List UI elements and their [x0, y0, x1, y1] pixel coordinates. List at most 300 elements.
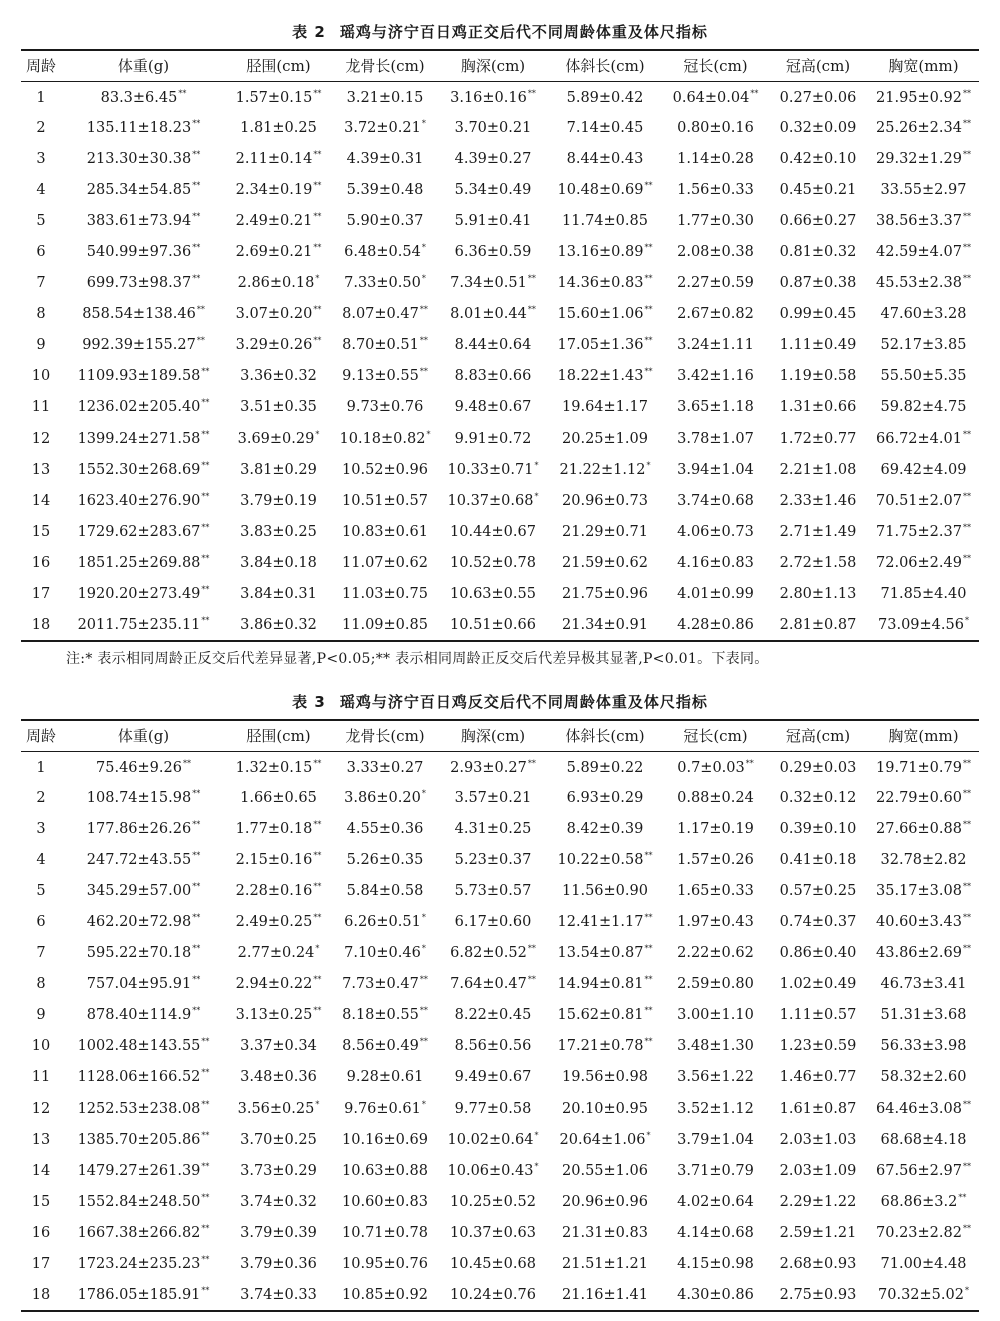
table-cell	[21, 938, 61, 969]
cell-value: 213.30±30.38	[86, 150, 192, 167]
cell-value: 540.99±97.36	[86, 244, 192, 261]
table-cell	[547, 1186, 663, 1217]
cell-value: 69.42±4.09	[880, 461, 967, 478]
table-cell	[768, 1249, 868, 1280]
cell-value: 1109.93±189.58	[77, 368, 201, 385]
table-cell	[226, 579, 331, 610]
cell-value: 18.22±1.43	[557, 368, 644, 385]
significance-mark: *	[646, 460, 651, 470]
cell-value: 7	[36, 945, 46, 962]
cell-value: 1.11±0.57	[779, 1007, 857, 1024]
table-caption	[0, 22, 1000, 42]
column-header: 体斜长(cm)	[547, 50, 663, 81]
table-cell	[663, 938, 768, 969]
cell-value: 462.20±72.98	[86, 914, 192, 931]
table-cell	[331, 610, 439, 641]
cell-value: 71.85±4.40	[880, 586, 967, 603]
cell-value: 21.95±0.92	[876, 90, 962, 107]
cell-value: 21.59±0.62	[562, 554, 648, 571]
significance-mark: **	[192, 881, 201, 891]
table-cell	[21, 205, 61, 236]
table-cell	[868, 423, 979, 454]
cell-value: 5.91±0.41	[454, 212, 532, 229]
table-cell	[226, 174, 331, 205]
significance-mark: **	[201, 1223, 210, 1233]
table-cell	[439, 1031, 547, 1062]
column-header: 冠高(cm)	[768, 720, 868, 751]
column-header: 胸宽(mm)	[868, 720, 979, 751]
table-cell	[439, 751, 547, 782]
cell-value: 64.46±3.08	[876, 1100, 962, 1117]
significance-mark: **	[419, 367, 428, 377]
significance-mark: **	[962, 491, 971, 501]
cell-value: 3.16±0.16	[450, 90, 527, 107]
cell-value: 2.71±1.49	[779, 523, 857, 540]
cell-value: 3.73±0.29	[240, 1162, 317, 1179]
cell-value: 1.57±0.15	[235, 90, 313, 107]
cell-value: 21.34±0.91	[562, 616, 648, 633]
table-cell	[547, 1217, 663, 1248]
table-cell	[547, 906, 663, 937]
cell-value: 4.15±0.98	[677, 1256, 754, 1273]
cell-value: 878.40±114.9	[86, 1007, 192, 1024]
cell-value: 1252.53±238.08	[77, 1100, 201, 1117]
cell-value: 70.23±2.82	[876, 1224, 962, 1241]
cell-value: 2.75±0.93	[779, 1286, 857, 1303]
table-cell	[663, 610, 768, 641]
cell-value: 1002.48±143.55	[77, 1038, 201, 1055]
table-row	[21, 299, 979, 330]
significance-mark: **	[962, 149, 971, 159]
table-cell	[868, 547, 979, 578]
table-cell	[331, 81, 439, 112]
table-row	[21, 174, 979, 205]
table-cell	[768, 1000, 868, 1031]
table-cell	[21, 813, 61, 844]
significance-mark: **	[644, 850, 653, 860]
cell-value: 9.48±0.67	[454, 399, 532, 416]
cell-value: 33.55±2.97	[880, 181, 967, 198]
cell-value: 3.70±0.21	[454, 119, 532, 136]
table-cell	[21, 1000, 61, 1031]
cell-value: 10.52±0.96	[342, 461, 428, 478]
cell-value: 12	[31, 430, 51, 447]
cell-value: 55.50±5.35	[880, 368, 967, 385]
significance-mark: **	[962, 1161, 971, 1171]
cell-value: 383.61±73.94	[86, 212, 192, 229]
table-cell	[547, 969, 663, 1000]
table-cell	[768, 454, 868, 485]
table-cell	[331, 392, 439, 423]
table-cell	[663, 782, 768, 813]
significance-mark: **	[644, 913, 653, 923]
significance-mark: **	[192, 850, 201, 860]
table-cell	[439, 938, 547, 969]
table-cell	[226, 268, 331, 299]
column-header: 冠高(cm)	[768, 50, 868, 81]
table-cell	[226, 844, 331, 875]
table-cell	[226, 236, 331, 267]
table-cell	[439, 454, 547, 485]
cell-value: 17	[31, 1256, 51, 1273]
cell-value: 73.09±4.56	[878, 616, 964, 633]
cell-value: 4.06±0.73	[677, 523, 754, 540]
table-row	[21, 516, 979, 547]
cell-value: 3.07±0.20	[235, 306, 313, 323]
table-cell	[21, 1186, 61, 1217]
table-cell	[768, 361, 868, 392]
table-cell	[768, 844, 868, 875]
table-cell	[61, 579, 226, 610]
significance-mark: **	[962, 944, 971, 954]
significance-mark: **	[192, 149, 201, 159]
significance-mark: **	[313, 149, 322, 159]
cell-value: 20.55±1.06	[562, 1162, 648, 1179]
cell-value: 3.78±1.07	[677, 430, 754, 447]
table-body	[21, 751, 979, 1311]
table-row	[21, 143, 979, 174]
cell-value: 20.64±1.06	[559, 1131, 646, 1148]
table-cell	[21, 454, 61, 485]
cell-value: 2.49±0.21	[235, 212, 313, 229]
table-cell	[768, 236, 868, 267]
cell-value: 18	[31, 616, 51, 633]
significance-mark: **	[192, 788, 201, 798]
significance-mark: **	[962, 522, 971, 532]
table-cell	[331, 1280, 439, 1311]
cell-value: 19.64±1.17	[562, 399, 648, 416]
significance-mark: **	[313, 305, 322, 315]
cell-value: 10.95±0.76	[342, 1256, 428, 1273]
table-cell	[768, 112, 868, 143]
table-cell	[61, 875, 226, 906]
cell-value: 5.89±0.22	[566, 760, 644, 777]
cell-value: 858.54±138.46	[82, 306, 196, 323]
table-cell	[21, 906, 61, 937]
cell-value: 0.99±0.45	[779, 306, 857, 323]
cell-value: 3.81±0.29	[240, 461, 317, 478]
cell-value: 1552.30±268.69	[77, 461, 201, 478]
cell-value: 2	[36, 119, 46, 136]
cell-value: 8	[36, 306, 46, 323]
cell-value: 20.10±0.95	[562, 1100, 648, 1117]
significance-mark: **	[201, 1068, 210, 1078]
significance-mark: **	[962, 881, 971, 891]
cell-value: 9	[36, 1007, 46, 1024]
cell-value: 3.84±0.18	[240, 554, 317, 571]
table-cell	[439, 1062, 547, 1093]
table-cell	[226, 547, 331, 578]
table-cell	[331, 299, 439, 330]
cell-value: 4	[36, 181, 46, 198]
cell-value: 0.66±0.27	[779, 212, 857, 229]
cell-value: 3.36±0.32	[240, 368, 317, 385]
significance-mark: **	[196, 305, 205, 315]
cell-value: 17	[31, 586, 51, 603]
table-row	[21, 1000, 979, 1031]
table-cell	[439, 81, 547, 112]
cell-value: 10.48±0.69	[557, 181, 644, 198]
table-cell	[547, 1062, 663, 1093]
cell-value: 1	[36, 760, 46, 777]
cell-value: 15.62±0.81	[557, 1007, 644, 1024]
cell-value: 5.26±0.35	[346, 851, 424, 868]
cell-value: 7.73±0.47	[342, 976, 419, 993]
cell-value: 1.61±0.87	[779, 1100, 857, 1117]
cell-value: 13	[31, 461, 51, 478]
table-cell	[768, 1280, 868, 1311]
table-cell	[663, 81, 768, 112]
significance-mark: **	[201, 615, 210, 625]
data-table	[21, 719, 979, 1312]
table-cell	[547, 1280, 663, 1311]
table-3-block	[0, 692, 1000, 1312]
table-cell	[61, 174, 226, 205]
cell-value: 0.42±0.10	[779, 150, 857, 167]
table-title: 瑶鸡与济宁百日鸡正交后代不同周龄体重及体尺指标	[339, 23, 708, 41]
table-cell	[61, 1280, 226, 1311]
cell-value: 6.36±0.59	[454, 244, 532, 261]
table-cell	[61, 547, 226, 578]
cell-value: 45.53±2.38	[876, 275, 962, 292]
significance-mark: *	[534, 1130, 539, 1140]
table-cell	[439, 906, 547, 937]
table-cell	[331, 174, 439, 205]
cell-value: 2.03±1.09	[779, 1162, 857, 1179]
significance-mark: **	[644, 274, 653, 284]
cell-value: 17.21±0.78	[557, 1038, 644, 1055]
significance-mark: **	[192, 211, 201, 221]
significance-mark: *	[534, 491, 539, 501]
table-cell	[439, 485, 547, 516]
table-cell	[768, 751, 868, 782]
cell-value: 21.22±1.12	[559, 461, 646, 478]
cell-value: 15.60±1.06	[557, 306, 644, 323]
table-cell	[547, 751, 663, 782]
table-row	[21, 1124, 979, 1155]
table-cell	[868, 268, 979, 299]
table-cell	[868, 844, 979, 875]
significance-mark: **	[192, 819, 201, 829]
table-cell	[768, 205, 868, 236]
table-cell	[331, 1217, 439, 1248]
cell-value: 1.97±0.43	[677, 914, 754, 931]
column-header: 胸宽(mm)	[868, 50, 979, 81]
cell-value: 9.49±0.67	[454, 1069, 532, 1086]
cell-value: 3.24±1.11	[677, 337, 754, 354]
cell-value: 3.79±1.04	[677, 1131, 754, 1148]
table-cell	[663, 268, 768, 299]
cell-value: 6.17±0.60	[454, 914, 532, 931]
cell-value: 1.77±0.18	[235, 820, 313, 837]
table-cell	[331, 1000, 439, 1031]
cell-value: 10.16±0.69	[342, 1131, 428, 1148]
table-row	[21, 969, 979, 1000]
significance-mark: **	[644, 1006, 653, 1016]
table-cell	[663, 1186, 768, 1217]
significance-mark: **	[419, 1006, 428, 1016]
table-cell	[768, 969, 868, 1000]
table-cell	[226, 1093, 331, 1124]
table-cell	[868, 516, 979, 547]
table-cell	[439, 1124, 547, 1155]
cell-value: 10.44±0.67	[450, 523, 536, 540]
table-cell	[663, 143, 768, 174]
table-number: 表 2	[292, 23, 326, 41]
cell-value: 2.28±0.16	[235, 882, 313, 899]
table-cell	[868, 610, 979, 641]
cell-value: 72.06±2.49	[876, 554, 962, 571]
cell-value: 11	[31, 399, 51, 416]
table-cell	[21, 1124, 61, 1155]
table-cell	[439, 143, 547, 174]
cell-value: 70.51±2.07	[876, 492, 962, 509]
table-cell	[868, 751, 979, 782]
table-cell	[768, 143, 868, 174]
cell-value: 15	[31, 1193, 51, 1210]
table-cell	[768, 268, 868, 299]
table-row	[21, 1155, 979, 1186]
cell-value: 13	[31, 1131, 51, 1148]
cell-value: 2.08±0.38	[677, 244, 754, 261]
table-row	[21, 392, 979, 423]
table-cell	[547, 1124, 663, 1155]
table-cell	[768, 174, 868, 205]
table-cell	[663, 969, 768, 1000]
table-cell	[331, 454, 439, 485]
cell-value: 10.45±0.68	[450, 1256, 536, 1273]
cell-value: 2.77±0.24	[237, 945, 315, 962]
table-cell	[663, 751, 768, 782]
table-cell	[868, 1280, 979, 1311]
table-cell	[547, 1093, 663, 1124]
table-cell	[61, 906, 226, 937]
table-cell	[439, 1186, 547, 1217]
significance-mark: **	[419, 975, 428, 985]
cell-value: 0.88±0.24	[677, 789, 754, 806]
table-row	[21, 1093, 979, 1124]
cell-value: 595.22±70.18	[86, 945, 192, 962]
cell-value: 0.32±0.12	[779, 789, 857, 806]
cell-value: 3.74±0.68	[677, 492, 754, 509]
table-cell	[768, 938, 868, 969]
table-cell	[547, 1155, 663, 1186]
cell-value: 10.85±0.92	[342, 1286, 428, 1303]
cell-value: 1.66±0.65	[240, 789, 317, 806]
table-cell	[21, 112, 61, 143]
column-header: 龙骨长(cm)	[331, 720, 439, 751]
cell-value: 0.39±0.10	[779, 820, 857, 837]
cell-value: 8.56±0.49	[342, 1038, 419, 1055]
table-cell	[331, 579, 439, 610]
cell-value: 3.37±0.34	[240, 1038, 317, 1055]
significance-mark: **	[201, 1255, 210, 1265]
table-row	[21, 906, 979, 937]
cell-value: 5.84±0.58	[346, 882, 424, 899]
significance-mark: **	[644, 180, 653, 190]
cell-value: 10.02±0.64	[447, 1131, 534, 1148]
significance-mark: **	[962, 788, 971, 798]
significance-mark: *	[421, 1099, 426, 1109]
cell-value: 10.51±0.57	[342, 492, 428, 509]
table-cell	[547, 143, 663, 174]
cell-value: 75.46±9.26	[96, 760, 182, 777]
table-cell	[21, 547, 61, 578]
table-row	[21, 236, 979, 267]
table-cell	[439, 1249, 547, 1280]
table-cell	[331, 516, 439, 547]
cell-value: 21.31±0.83	[562, 1224, 648, 1241]
cell-value: 10.06±0.43	[447, 1162, 534, 1179]
table-cell	[768, 610, 868, 641]
header-row	[21, 50, 979, 81]
table-cell	[61, 1186, 226, 1217]
cell-value: 3.21±0.15	[346, 90, 424, 107]
cell-value: 68.86±3.2	[880, 1193, 958, 1210]
cell-value: 20.96±0.73	[562, 492, 648, 509]
table-cell	[663, 1062, 768, 1093]
table-cell	[61, 81, 226, 112]
column-header: 胫围(cm)	[226, 50, 331, 81]
table-cell	[547, 813, 663, 844]
table-cell	[21, 969, 61, 1000]
table-cell	[547, 423, 663, 454]
significance-mark: **	[313, 180, 322, 190]
cell-value: 51.31±3.68	[880, 1007, 967, 1024]
cell-value: 1.14±0.28	[677, 150, 754, 167]
table-cell	[868, 969, 979, 1000]
table-cell	[547, 112, 663, 143]
significance-mark: *	[421, 788, 426, 798]
cell-value: 14.94±0.81	[557, 976, 644, 993]
cell-value: 3.51±0.35	[240, 399, 317, 416]
table-cell	[61, 813, 226, 844]
cell-value: 0.32±0.09	[779, 119, 857, 136]
cell-value: 1	[36, 90, 46, 107]
significance-mark: **	[192, 274, 201, 284]
cell-value: 7.64±0.47	[450, 976, 527, 993]
table-row	[21, 423, 979, 454]
cell-value: 0.27±0.06	[779, 90, 857, 107]
cell-value: 11.56±0.90	[562, 882, 648, 899]
table-cell	[61, 782, 226, 813]
table-cell	[439, 579, 547, 610]
significance-mark: **	[313, 1006, 322, 1016]
table-cell	[547, 330, 663, 361]
significance-mark: **	[644, 975, 653, 985]
table-cell	[868, 392, 979, 423]
table-cell	[868, 205, 979, 236]
table-cell	[663, 1217, 768, 1248]
cell-value: 3.29±0.26	[235, 337, 313, 354]
cell-value: 177.86±26.26	[86, 820, 192, 837]
significance-mark: **	[644, 336, 653, 346]
cell-value: 10.63±0.55	[450, 586, 536, 603]
table-cell	[439, 844, 547, 875]
cell-value: 1.77±0.30	[677, 212, 754, 229]
cell-value: 0.41±0.18	[779, 851, 857, 868]
significance-mark: **	[527, 975, 536, 985]
table-cell	[331, 330, 439, 361]
table-cell	[663, 844, 768, 875]
cell-value: 135.11±18.23	[86, 119, 192, 136]
cell-value: 1.57±0.26	[677, 851, 754, 868]
cell-value: 3.13±0.25	[235, 1007, 313, 1024]
significance-mark: **	[192, 118, 201, 128]
cell-value: 16	[31, 1224, 51, 1241]
cell-value: 3.74±0.32	[240, 1193, 317, 1210]
cell-value: 7.10±0.46	[344, 945, 421, 962]
